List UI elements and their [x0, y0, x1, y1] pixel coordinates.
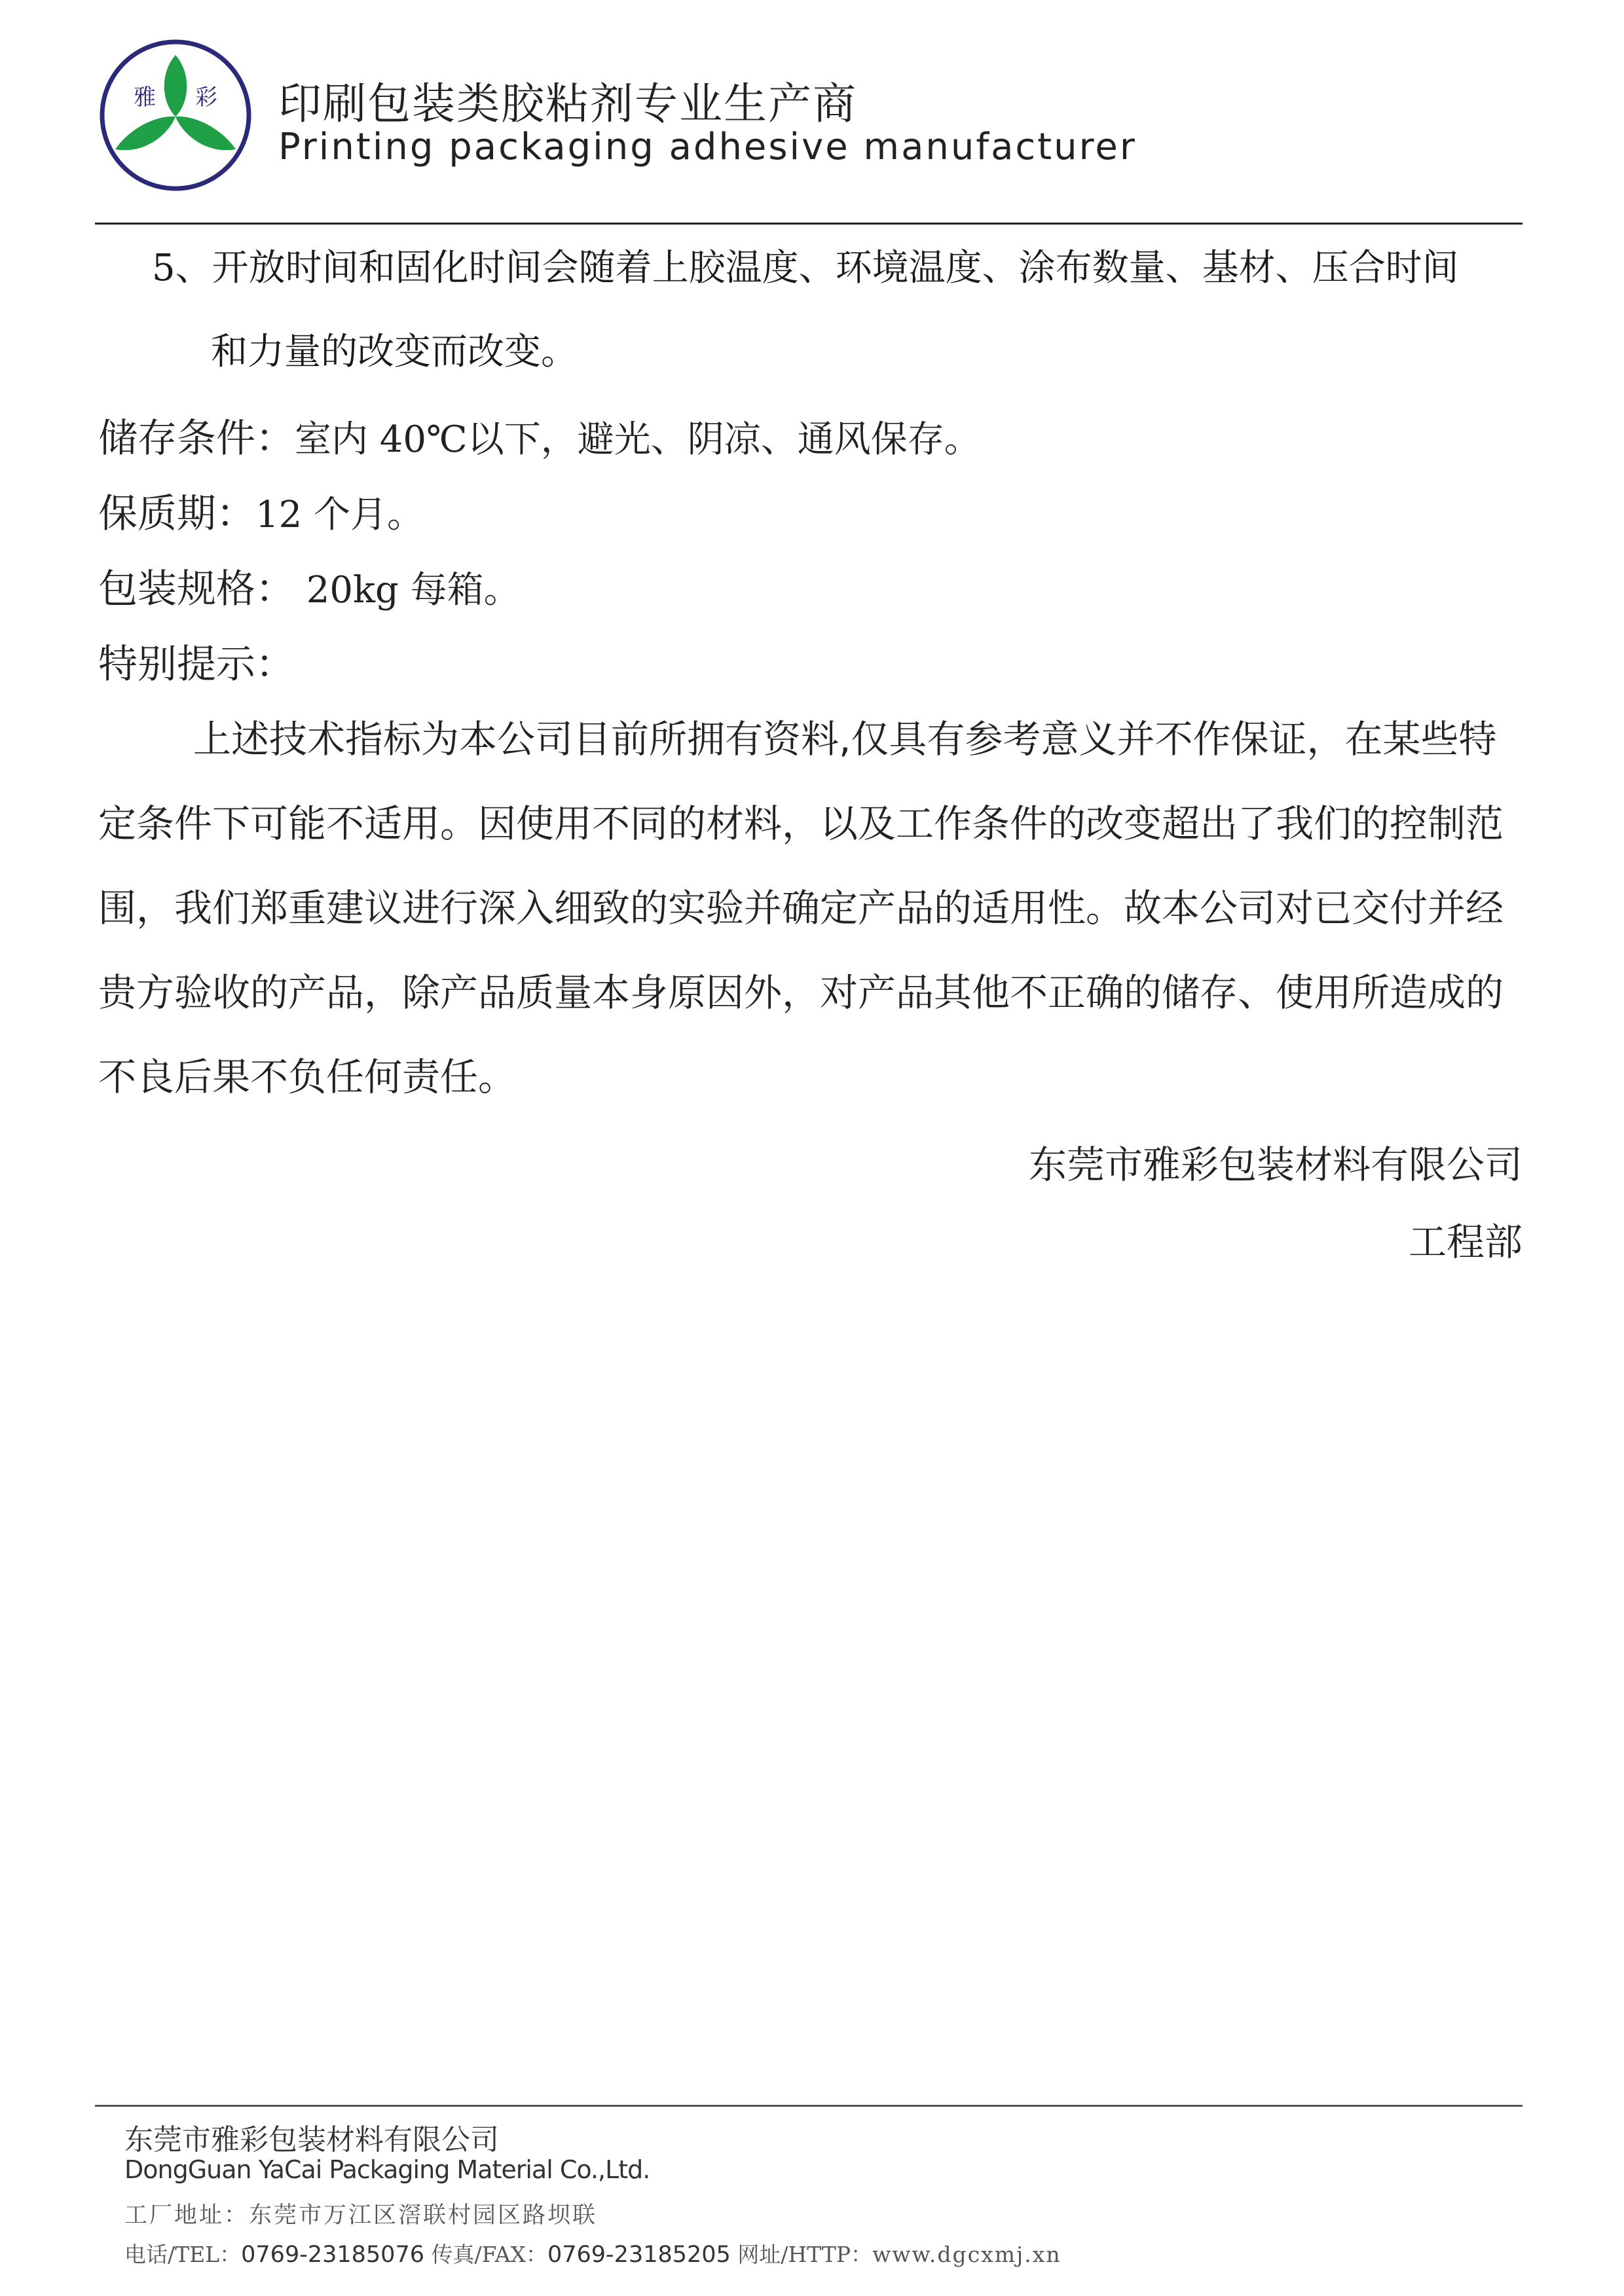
item-5-line-1: 5、开放时间和固化时间会随着上胶温度、环境温度、涂布数量、基材、压合时间 — [152, 247, 1459, 289]
website-link[interactable]: www.dgcxmj.xn — [872, 2242, 1061, 2267]
packaging-row — [98, 566, 521, 612]
header-divider — [95, 223, 1522, 225]
notice-line-3: 围，我们郑重建议进行深入细致的实验并确定产品的适用性。故本公司对已交付并经 — [98, 886, 1504, 930]
company-logo — [97, 37, 254, 194]
item-5-line-2: 和力量的改变而改变。 — [211, 331, 578, 373]
web-label: 网址/HTTP： — [730, 2242, 873, 2267]
notice-line-1: 上述技术指标为本公司目前所拥有资料,仅具有参考意义并不作保证，在某些特 — [193, 717, 1497, 761]
storage-label: 储存条件： — [98, 416, 295, 462]
header-title-en: Printing packaging adhesive manufacturer — [278, 126, 1137, 168]
storage-value: 室内 40℃以下，避光、阴凉、通风保存。 — [295, 418, 981, 461]
shelf-life-label: 保质期： — [98, 491, 255, 537]
shelf-life-row — [98, 491, 424, 537]
notice-line-2: 定条件下可能不适用。因使用不同的材料，以及工作条件的改变超出了我们的控制范 — [98, 801, 1504, 846]
tel-label: 电话/TEL： — [124, 2242, 242, 2267]
footer-contact — [124, 2238, 1061, 2269]
footer-company-en: DongGuan YaCai Packaging Material Co.,Ltd. — [124, 2155, 650, 2184]
signature-company: 东莞市雅彩包装材料有限公司 — [1028, 1142, 1522, 1187]
shelf-life-value: 12 个月。 — [255, 494, 424, 536]
footer-company-cn: 东莞市雅彩包装材料有限公司 — [124, 2123, 499, 2157]
tel-number: 0769-23185076 — [241, 2242, 424, 2268]
notice-line-4: 贵方验收的产品，除产品质量本身原因外，对产品其他不正确的储存、使用所造成的 — [98, 970, 1504, 1015]
notice-label: 特别提示： — [98, 642, 295, 687]
fax-label: 传真/FAX： — [424, 2242, 547, 2267]
footer-address: 工厂地址：东莞市万江区滘联村园区路坝联 — [124, 2202, 598, 2229]
packaging-label: 包装规格： — [98, 566, 295, 612]
storage-row — [98, 416, 981, 462]
packaging-value: 20kg 每箱。 — [295, 569, 521, 611]
header-title-cn: 印刷包装类胶粘剂专业生产商 — [278, 79, 857, 129]
signature-department: 工程部 — [1408, 1220, 1522, 1264]
footer-divider — [95, 2105, 1522, 2107]
logo-char-cai: 彩 — [195, 84, 217, 111]
notice-line-5: 不良后果不负任何责任。 — [98, 1055, 517, 1099]
logo-char-ya: 雅 — [134, 84, 156, 111]
fax-number: 0769-23185205 — [547, 2242, 731, 2268]
